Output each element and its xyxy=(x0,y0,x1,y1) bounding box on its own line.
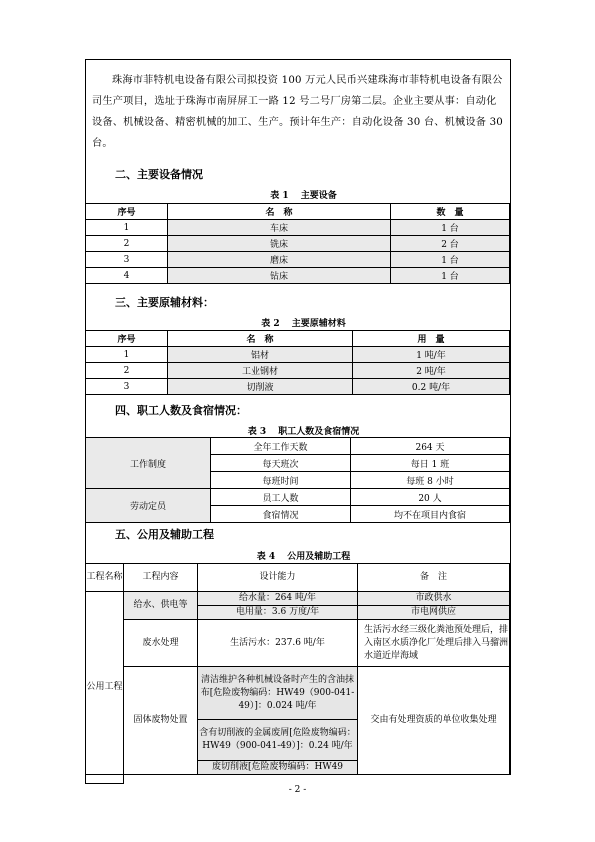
cell-power-note: 市电网供应 xyxy=(358,606,510,620)
section-heading-equipment: 二、主要设备情况 xyxy=(115,168,203,181)
cell-solid-waste-label: 固体废物处置 xyxy=(124,667,198,775)
table4-header-project: 工程名称 xyxy=(86,564,124,592)
group-work-system: 工作制度 xyxy=(86,438,211,489)
cell-name: 铣床 xyxy=(168,236,391,252)
table4-header-capacity: 设计能力 xyxy=(198,564,358,592)
cell-item: 食宿情况 xyxy=(211,506,351,523)
cell-value: 每日 1 班 xyxy=(351,455,510,472)
table-row xyxy=(86,363,510,379)
cell-no: 4 xyxy=(86,268,168,284)
cell-value: 20 人 xyxy=(351,489,510,506)
table2-caption xyxy=(0,316,595,329)
cell-solid-capacity-3: 废切削液[危险废物编码：HW49 xyxy=(198,761,358,775)
table1-caption xyxy=(0,188,595,201)
cell-wastewater-label: 废水处理 xyxy=(124,620,198,667)
table-row xyxy=(86,775,510,784)
cell-item: 每天班次 xyxy=(211,455,351,472)
table1-caption-title: 主要设备 xyxy=(300,191,337,201)
cell-amount: 2 吨/年 xyxy=(353,363,510,379)
equipment-table xyxy=(85,203,510,284)
table2-caption-no: 表 2 xyxy=(261,319,280,329)
intro-paragraph: 珠海市菲特机电设备有限公司拟投资 100 万元人民币兴建珠海市菲特机电设备有限公司生产项目，选址于珠海市南屏屏工一路 12 号二号厂房第二层。企业主要从事：自动化设备、机械设备、精密机械的加工、生产。预计年生产：自动化设备 30 台、机械设备 30 台。 xyxy=(92,75,503,149)
cell-name: 车床 xyxy=(168,220,391,236)
cell-value: 每班 8 小时 xyxy=(351,472,510,489)
table3-caption-no: 表 3 xyxy=(247,427,267,437)
cell-item: 每班时间 xyxy=(211,472,351,489)
table-row xyxy=(86,347,510,363)
cell-name: 工业钢材 xyxy=(168,363,353,379)
table1-header-no: 序号 xyxy=(86,204,168,220)
table4-header-content: 工程内容 xyxy=(124,564,198,592)
cell-solid-note: 交由有处理资质的单位收集处理 xyxy=(358,667,510,775)
cell-value: 264 天 xyxy=(351,438,510,455)
cell-no: 1 xyxy=(86,220,168,236)
table-row xyxy=(86,438,510,455)
table3-caption-title: 职工人数及食宿情况 xyxy=(278,427,360,437)
table1-header-qty: 数 量 xyxy=(391,204,510,220)
cell-amount: 0.2 吨/年 xyxy=(353,379,510,395)
cell-no: 3 xyxy=(86,252,168,268)
cell-power-capacity: 电用量：3.6 万度/年 xyxy=(198,606,358,620)
cell-no: 2 xyxy=(86,236,168,252)
table4-caption-no: 表 4 xyxy=(256,552,276,562)
page-number: - 2 - xyxy=(288,785,307,795)
cell-continuation xyxy=(124,775,510,784)
cell-wastewater-capacity: 生活污水：237.6 吨/年 xyxy=(198,620,358,667)
group-public-works: 公用工程 xyxy=(86,592,124,784)
section-heading-staff: 四、职工人数及食宿情况： xyxy=(115,404,247,417)
table-row xyxy=(86,252,510,268)
cell-qty: 2 台 xyxy=(391,236,510,252)
cell-qty: 1 台 xyxy=(391,268,510,284)
cell-name: 铝材 xyxy=(168,347,353,363)
table-row xyxy=(86,268,510,284)
table4-caption xyxy=(0,549,595,562)
staff-table xyxy=(85,437,510,523)
cell-no: 1 xyxy=(86,347,168,363)
table3-caption xyxy=(0,424,595,437)
cell-qty: 1 台 xyxy=(391,220,510,236)
cell-qty: 1 台 xyxy=(391,252,510,268)
cell-no: 3 xyxy=(86,379,168,395)
table1-caption-no: 表 1 xyxy=(270,191,289,201)
utilities-table xyxy=(85,563,510,784)
table-row xyxy=(86,489,510,506)
table1-header-name: 名 称 xyxy=(168,204,391,220)
table-row xyxy=(86,667,510,720)
cell-wastewater-note: 生活污水经三级化粪池预处理后，排入南区水质净化厂处理后排入马骝洲水道近岸海域 xyxy=(358,620,510,667)
table2-header-no: 序号 xyxy=(86,331,168,347)
cell-solid-capacity-2: 含有切削液的金属废屑[危险废物编码：HW49（900-041-49）]：0.24 吨/年 xyxy=(198,720,358,761)
cell-amount: 1 吨/年 xyxy=(353,347,510,363)
table4-caption-title: 公用及辅助工程 xyxy=(287,552,351,562)
cell-value: 均不在项目内食宿 xyxy=(351,506,510,523)
table2-caption-title: 主要原辅材料 xyxy=(291,319,346,329)
cell-water-note: 市政供水 xyxy=(358,592,510,606)
table-row xyxy=(86,220,510,236)
cell-water-capacity: 给水量：264 吨/年 xyxy=(198,592,358,606)
group-staffing: 劳动定员 xyxy=(86,489,211,523)
materials-table xyxy=(85,330,510,395)
table-row xyxy=(86,620,510,667)
section-heading-materials: 三、主要原辅材料： xyxy=(115,296,214,309)
cell-water-power-label: 给水、供电等 xyxy=(124,592,198,620)
cell-solid-capacity-1: 清洁维护各种机械设备时产生的含油抹布[危险废物编码：HW49（900-041-49）]：0.024 吨/年 xyxy=(198,667,358,720)
table4-header-notes: 备 注 xyxy=(358,564,510,592)
cell-item: 员工人数 xyxy=(211,489,351,506)
cell-name: 切削液 xyxy=(168,379,353,395)
table2-header-name: 名 称 xyxy=(168,331,353,347)
section-heading-utilities: 五、公用及辅助工程 xyxy=(115,528,214,541)
table-row xyxy=(86,592,510,606)
table2-header-amount: 用 量 xyxy=(353,331,510,347)
table-row xyxy=(86,379,510,395)
cell-name: 磨床 xyxy=(168,252,391,268)
table-row xyxy=(86,236,510,252)
cell-name: 钻床 xyxy=(168,268,391,284)
cell-no: 2 xyxy=(86,363,168,379)
cell-item: 全年工作天数 xyxy=(211,438,351,455)
